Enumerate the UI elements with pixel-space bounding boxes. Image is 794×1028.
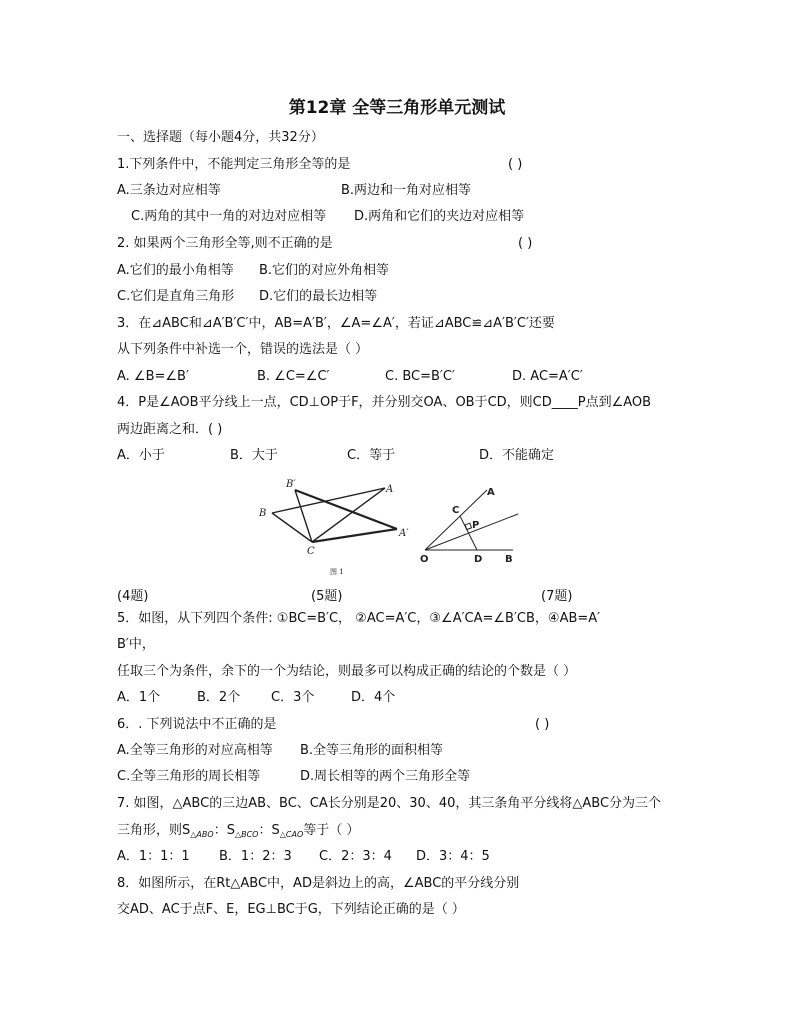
fig2-label-B: B [505, 554, 513, 565]
q5-stem-line1: 5．如图，从下列四个条件: ①BC=B′C， ②AC=A′C，③∠A′CA=∠B′CB，④AB=A′ [117, 611, 601, 626]
q3-stem-line2: 从下列条件中补选一个，错误的选法是（ ） [117, 342, 369, 357]
fig1-label-C: C [307, 546, 315, 557]
q4-stem-line2: 两边距离之和．( ) [117, 422, 223, 437]
q5-option-c: C．3个 [271, 690, 315, 705]
q6-option-d: D.周长相等的两个三角形全等 [300, 769, 471, 784]
q3-option-d: D. AC=A′C′ [512, 369, 583, 384]
fig2-label-C: C [452, 505, 460, 516]
q7-sub-cao: △CAO [279, 830, 304, 839]
fig2-label-D: D [474, 554, 483, 565]
q6-option-c: C.全等三角形的周长相等 [117, 769, 261, 784]
seg-B1C [295, 490, 312, 542]
q2-option-c: C.它们是直角三角形 [117, 289, 235, 304]
q3-option-b: B. ∠C=∠C′ [257, 369, 330, 384]
caption-q7: (7题) [541, 589, 573, 604]
q6-option-b: B.全等三角形的面积相等 [300, 743, 444, 758]
q7-stem-line1: 7. 如图，△ABC的三边AB、BC、CA长分别是20、30、40，其三条角平分线将△ABC分为三个 [117, 796, 662, 811]
q5-stem-line3: 任取三个为条件，余下的一个为结论，则最多可以构成正确的结论的个数是（ ） [117, 664, 577, 679]
seg-BC [272, 513, 312, 542]
q5-option-d: D．4个 [351, 690, 396, 705]
q3-option-c: C. BC=B′C′ [385, 369, 455, 384]
q1-option-d: D.两角和它们的夹边对应相等 [354, 209, 525, 224]
q3-option-a: A. ∠B=∠B′ [117, 369, 189, 384]
q4-option-d: D．不能确定 [479, 448, 555, 463]
q8-stem-line2: 交AD、AC于点F、E，EG⊥BC于G，下列结论正确的是（ ） [117, 902, 465, 917]
q5-stem-line2: B′中， [117, 637, 155, 652]
q7-sep1: ：S [213, 823, 235, 838]
q6-stem: 6．. 下列说法中不正确的是 [117, 717, 277, 732]
fig2-label-O: O [420, 554, 429, 565]
q1-answer-paren: ( ) [508, 157, 523, 172]
fig1-caption: 图 1 [330, 568, 344, 576]
q2-option-b: B.它们的对应外角相等 [259, 263, 390, 278]
fig1-label-B1: B′ [286, 479, 296, 490]
q7-option-d: D．3：4：5 [416, 849, 490, 864]
figure-congruent-triangles [250, 474, 420, 578]
q7-line2-suffix: 等于（ ） [303, 823, 360, 838]
fig2-label-P: P [472, 520, 480, 531]
q2-option-d: D.它们的最长边相等 [259, 289, 378, 304]
page-title: 第12章 全等三角形单元测试 [288, 98, 506, 118]
q4-option-b: B．大于 [230, 448, 278, 463]
fig1-label-B: B [259, 508, 267, 519]
q1-option-c: C.两角的其中一角的对边对应相等 [131, 209, 327, 224]
seg-B1A1 [295, 490, 397, 529]
q7-sub-abo: △ABO [190, 830, 214, 839]
q3-stem-line1: 3．在⊿ABC和⊿A′B′C′中，AB=A′B′，∠A=∠A′，若证⊿ABC≌⊿A′B′C′还要 [117, 316, 555, 331]
q7-sep2: ：S [258, 823, 280, 838]
q6-answer-paren: ( ) [535, 717, 550, 732]
q7-line2-prefix: 三角形，则S [117, 823, 191, 838]
q2-answer-paren: ( ) [518, 236, 533, 251]
q1-stem: 1.下列条件中，不能判定三角形全等的是 [117, 157, 351, 172]
caption-q4: (4题) [117, 589, 149, 604]
q8-stem-line1: 8．如图所示，在Rt△ABC中，AD是斜边上的高，∠ABC的平分线分别 [117, 876, 520, 891]
fig2-label-A: A [487, 487, 495, 498]
fig1-label-A1: A′ [399, 528, 409, 539]
q6-option-a: A.全等三角形的对应高相等 [117, 743, 273, 758]
q4-stem-line1: 4．P是∠AOB平分线上一点，CD⊥OP于F，并分别交OA、OB于CD，则CD____P点到∠AOB [117, 395, 652, 410]
caption-q5: (5题) [311, 589, 343, 604]
figure-angle-bisector [415, 482, 525, 566]
q4-option-a: A．小于 [117, 448, 165, 463]
fig1-label-A: A [386, 484, 394, 495]
q4-option-c: C．等于 [347, 448, 396, 463]
q7-sub-bco: △BCO [234, 830, 259, 839]
q7-option-a: A．1：1：1 [117, 849, 190, 864]
q2-stem: 2. 如果两个三角形全等,则不正确的是 [117, 236, 333, 251]
q7-option-c: C．2：3：4 [319, 849, 392, 864]
q7-stem-line2 [117, 822, 359, 844]
seg-CA1 [312, 529, 397, 542]
q2-option-a: A.它们的最小角相等 [117, 263, 234, 278]
q5-option-a: A．1个 [117, 690, 161, 705]
section-heading: 一、选择题（每小题4分，共32分） [117, 130, 324, 145]
q1-option-b: B.两边和一角对应相等 [341, 183, 472, 198]
right-angle-mark [465, 523, 471, 529]
q5-option-b: B．2个 [197, 690, 241, 705]
q7-option-b: B．1：2：3 [219, 849, 292, 864]
q1-option-a: A.三条边对应相等 [117, 183, 221, 198]
